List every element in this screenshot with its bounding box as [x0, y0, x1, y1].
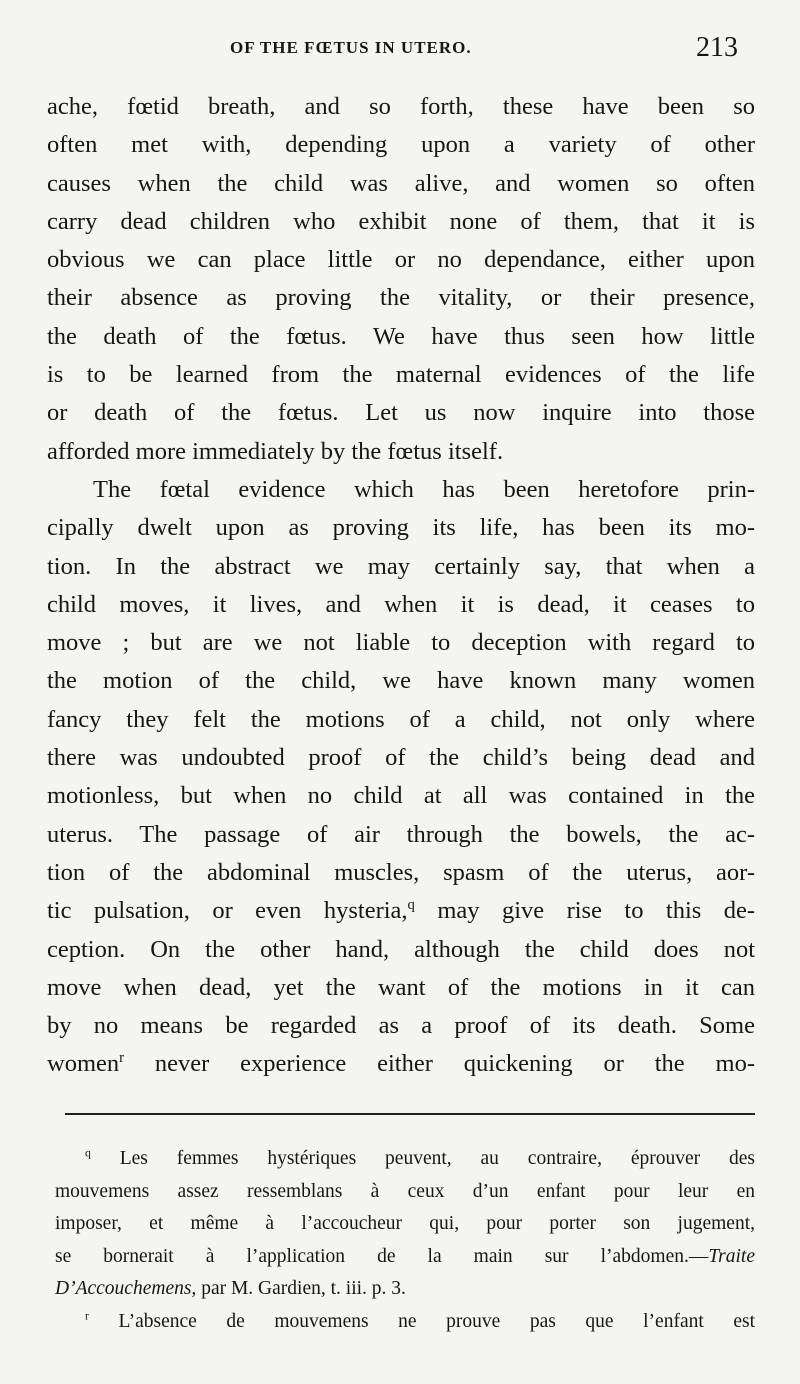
text-line: move when dead, yet the want of the motions in it can [47, 973, 755, 1001]
text-segment: se bornerait à l’application de la main sur l’abdomen.— [55, 1245, 709, 1267]
running-head-title: OF THE FŒTUS IN UTERO. [230, 38, 472, 57]
text-line: motionless, but when no child at all was contained in the [47, 782, 755, 810]
text-segment: par M. Gardien, t. iii. p. 3. [201, 1278, 406, 1299]
footnote-line [55, 1306, 755, 1339]
text-line: causes when the child was alive, and women so often [47, 169, 755, 197]
text-segment: L’absence de mouvemens ne prouve pas que l’enfant est [118, 1310, 755, 1332]
body-text [47, 88, 755, 1084]
text-line: often met with, depending upon a variety of other [47, 131, 755, 159]
text-line: by no means be regarded as a proof of its death. Some [47, 1012, 755, 1040]
footnote-line [55, 1273, 755, 1306]
footnotes [55, 1143, 755, 1338]
text-line: the death of the fœtus. We have thus seen how little [47, 322, 755, 350]
text-line: fancy they felt the motions of a child, not only where [47, 705, 755, 733]
text-line: move ; but are we not liable to deception with regard to [47, 629, 755, 657]
running-head [230, 32, 738, 64]
text-line: child moves, it lives, and when it is dead, it ceases to [47, 590, 755, 618]
page-number: 213 [696, 32, 738, 63]
footnote-marker-q: q [85, 1146, 91, 1160]
text-line: afforded more immediately by the fœtus itself. [47, 437, 504, 465]
footnote-line [55, 1241, 755, 1274]
text-line: obvious we can place little or no dependance, either upon [47, 246, 755, 274]
text-line [47, 892, 755, 930]
text-line: their absence as proving the vitality, or their presence, [47, 284, 755, 312]
text-segment: may give rise to this de- [437, 897, 756, 925]
footnote-ref-r: r [119, 1050, 125, 1067]
footnote-marker-r: r [85, 1309, 89, 1322]
footnote-line: mouvemens assez ressemblans à ceux d’un enfant pour leur en [55, 1180, 755, 1202]
text-line: carry dead children who exhibit none of them, that it is [47, 207, 755, 235]
footnote-ref-q: q [407, 897, 415, 914]
italic-title: D’Accouchemens, [55, 1278, 197, 1299]
text-segment: never experience either quickening or the mo- [154, 1050, 756, 1078]
italic-title: Traite [708, 1245, 755, 1267]
text-line: tion of the abdominal muscles, spasm of the uterus, aor- [47, 858, 755, 886]
footnote-line: imposer, et même à l’accoucheur qui, pour porter son jugement, [55, 1213, 755, 1234]
text-line: or death of the fœtus. Let us now inquire into those [47, 399, 755, 427]
text-line: ception. On the other hand, although the child does not [47, 935, 755, 963]
text-line: uterus. The passage of air through the bowels, the ac- [47, 820, 755, 848]
text-line: ache, fœtid breath, and so forth, these have been so [47, 93, 755, 120]
footnote-rule [65, 1113, 755, 1115]
text-line: the motion of the child, we have known many women [47, 667, 755, 695]
text-line: there was undoubted proof of the child’s being dead and [47, 744, 755, 772]
text-line: cipally dwelt upon as proving its life, has been its mo- [47, 514, 755, 542]
text-line: The fœtal evidence which has been heretofore prin- [93, 475, 755, 503]
text-segment: women [47, 1050, 120, 1078]
text-line: tion. In the abstract we may certainly say, that when a [47, 552, 755, 580]
text-segment: tic pulsation, or even hysteria, [47, 897, 408, 925]
footnote-line [55, 1143, 755, 1176]
text-line: is to be learned from the maternal evidences of the life [47, 361, 755, 389]
text-line [47, 1045, 755, 1083]
text-segment: Les femmes hystériques peuvent, au contraire, éprouver des [119, 1148, 755, 1169]
